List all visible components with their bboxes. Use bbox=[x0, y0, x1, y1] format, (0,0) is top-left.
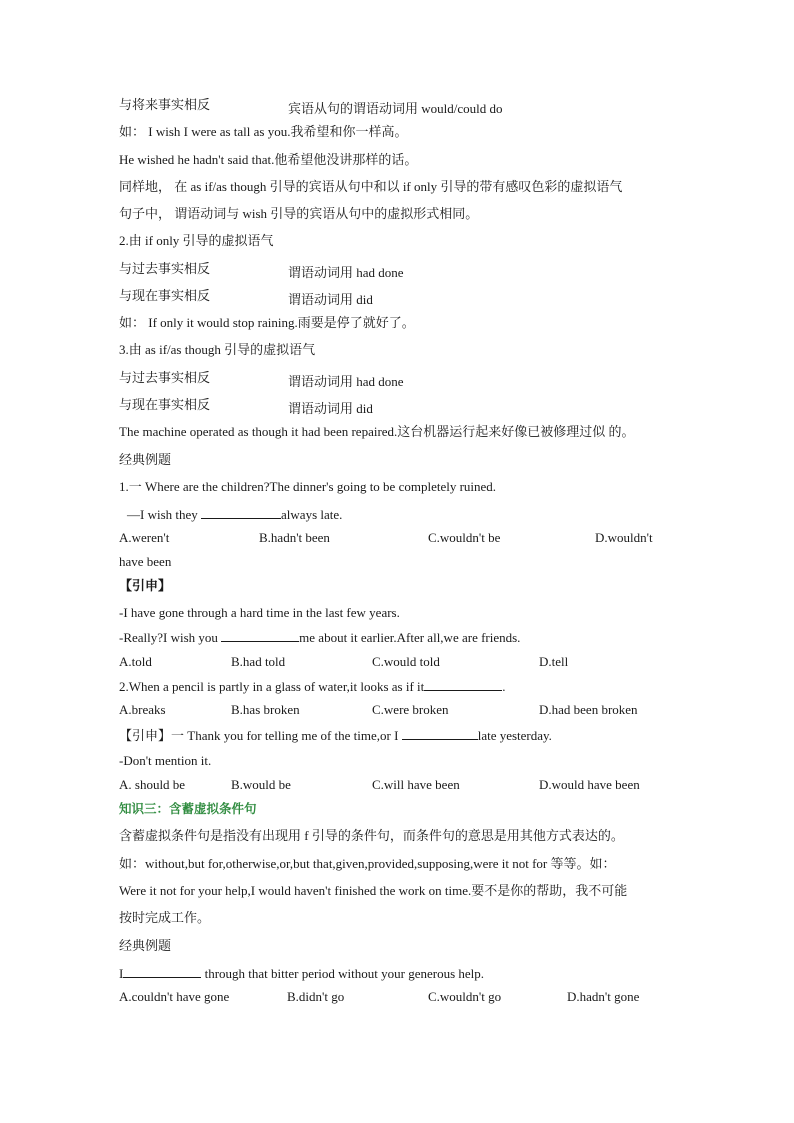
option-c: C.wouldn't go bbox=[428, 989, 502, 1004]
option-d: D.wouldn't bbox=[595, 530, 653, 545]
option-a: A.couldn't have gone bbox=[119, 989, 230, 1004]
paragraph-line: 同样地， 在 as if/as though 引导的宾语从句中和以 if only 引导的带有感叹色彩的虚拟语气 bbox=[119, 179, 623, 194]
option-c: C.wouldn't be bbox=[428, 530, 501, 545]
rule-future-form: 宾语从句的谓语动词用 would/could do bbox=[288, 101, 503, 116]
question-stem: I through that bitter period without your generous help. bbox=[119, 966, 485, 981]
example-line: He wished he hadn't said that.他希望他没讲那样的话。 bbox=[119, 152, 418, 167]
rule-label: 与过去事实相反 bbox=[119, 261, 211, 276]
option-a: A.breaks bbox=[119, 702, 166, 717]
example-line: Were it not for your help,I would haven't finished the work on time.要不是你的帮助，我不可能 bbox=[119, 883, 628, 898]
option-b: B.has broken bbox=[231, 702, 300, 717]
rule-label: 与现在事实相反 bbox=[119, 288, 211, 303]
rule-form: 谓语动词用 did bbox=[288, 292, 373, 307]
paragraph-line: 含蓄虚拟条件句是指没有出现用 f 引导的条件句，而条件句的意思是用其他方式表达的。 bbox=[119, 828, 624, 843]
rule-label: 与将来事实相反 bbox=[119, 97, 211, 112]
section-title: 3.由 as if/as though 引导的虚拟语气 bbox=[119, 342, 316, 357]
option-d: D.hadn't gone bbox=[567, 989, 640, 1004]
option-c: C.will have been bbox=[372, 777, 460, 792]
example-line: 如： If only it would stop raining.雨要是停了就好了。 bbox=[119, 315, 415, 330]
answer-blank bbox=[201, 507, 281, 519]
answer-blank bbox=[221, 630, 299, 642]
option-b: B.had told bbox=[231, 654, 286, 669]
option-a: A.told bbox=[119, 654, 152, 669]
rule-form: 谓语动词用 had done bbox=[288, 374, 404, 389]
example-line: The machine operated as though it had been repaired.这台机器运行起来好像已被修理过似 的。 bbox=[119, 424, 635, 439]
dialogue-line: -Don't mention it. bbox=[119, 753, 212, 768]
knowledge-heading: 知识三：含蓄虚拟条件句 bbox=[119, 801, 257, 816]
paragraph-line: 如：without,but for,otherwise,or,but that,given,provided,supposing,were it not for 等等。如： bbox=[119, 856, 616, 871]
option-b: B.didn't go bbox=[287, 989, 345, 1004]
option-a: A.weren't bbox=[119, 530, 170, 545]
section-title: 2.由 if only 引导的虚拟语气 bbox=[119, 233, 274, 248]
option-c: C.would told bbox=[372, 654, 440, 669]
question-stem: 1.一 Where are the children?The dinner's going to be completely ruined. bbox=[119, 479, 497, 494]
option-d: D.tell bbox=[539, 654, 569, 669]
option-d: D.would have been bbox=[539, 777, 640, 792]
rule-future bbox=[119, 98, 210, 111]
subheading: 经典例题 bbox=[119, 938, 172, 953]
dialogue-line: -I have gone through a hard time in the last few years. bbox=[119, 605, 400, 620]
answer-blank bbox=[402, 728, 478, 740]
question-stem: 2.When a pencil is partly in a glass of water,it looks as if it . bbox=[119, 679, 506, 694]
paragraph-line: 句子中， 谓语动词与 wish 引导的宾语从句中的虚拟形式相同。 bbox=[119, 206, 479, 221]
subheading: 经典例题 bbox=[119, 452, 172, 467]
example-line: 如： I wish I were as tall as you.我希望和你一样高。 bbox=[119, 124, 408, 139]
option-c: C.were broken bbox=[372, 702, 449, 717]
rule-form: 谓语动词用 had done bbox=[288, 265, 404, 280]
rule-label: 与现在事实相反 bbox=[119, 397, 211, 412]
option-d: D.had been broken bbox=[539, 702, 638, 717]
question-reply: —I wish they always late. bbox=[127, 507, 343, 522]
example-line: 按时完成工作。 bbox=[119, 910, 211, 925]
extension-label: 【引申】 bbox=[119, 578, 172, 593]
dialogue-line: -Really?I wish you me about it earlier.After all,we are friends. bbox=[119, 630, 521, 645]
option-d-continued: have been bbox=[119, 554, 172, 569]
rule-label: 与过去事实相反 bbox=[119, 370, 211, 385]
option-a: A. should be bbox=[119, 777, 186, 792]
answer-blank bbox=[424, 679, 502, 691]
option-b: B.hadn't been bbox=[259, 530, 330, 545]
answer-blank bbox=[123, 966, 201, 978]
option-b: B.would be bbox=[231, 777, 291, 792]
rule-form: 谓语动词用 did bbox=[288, 401, 373, 416]
extension-question: 【引申】一 Thank you for telling me of the time,or I late yesterday. bbox=[119, 728, 552, 743]
